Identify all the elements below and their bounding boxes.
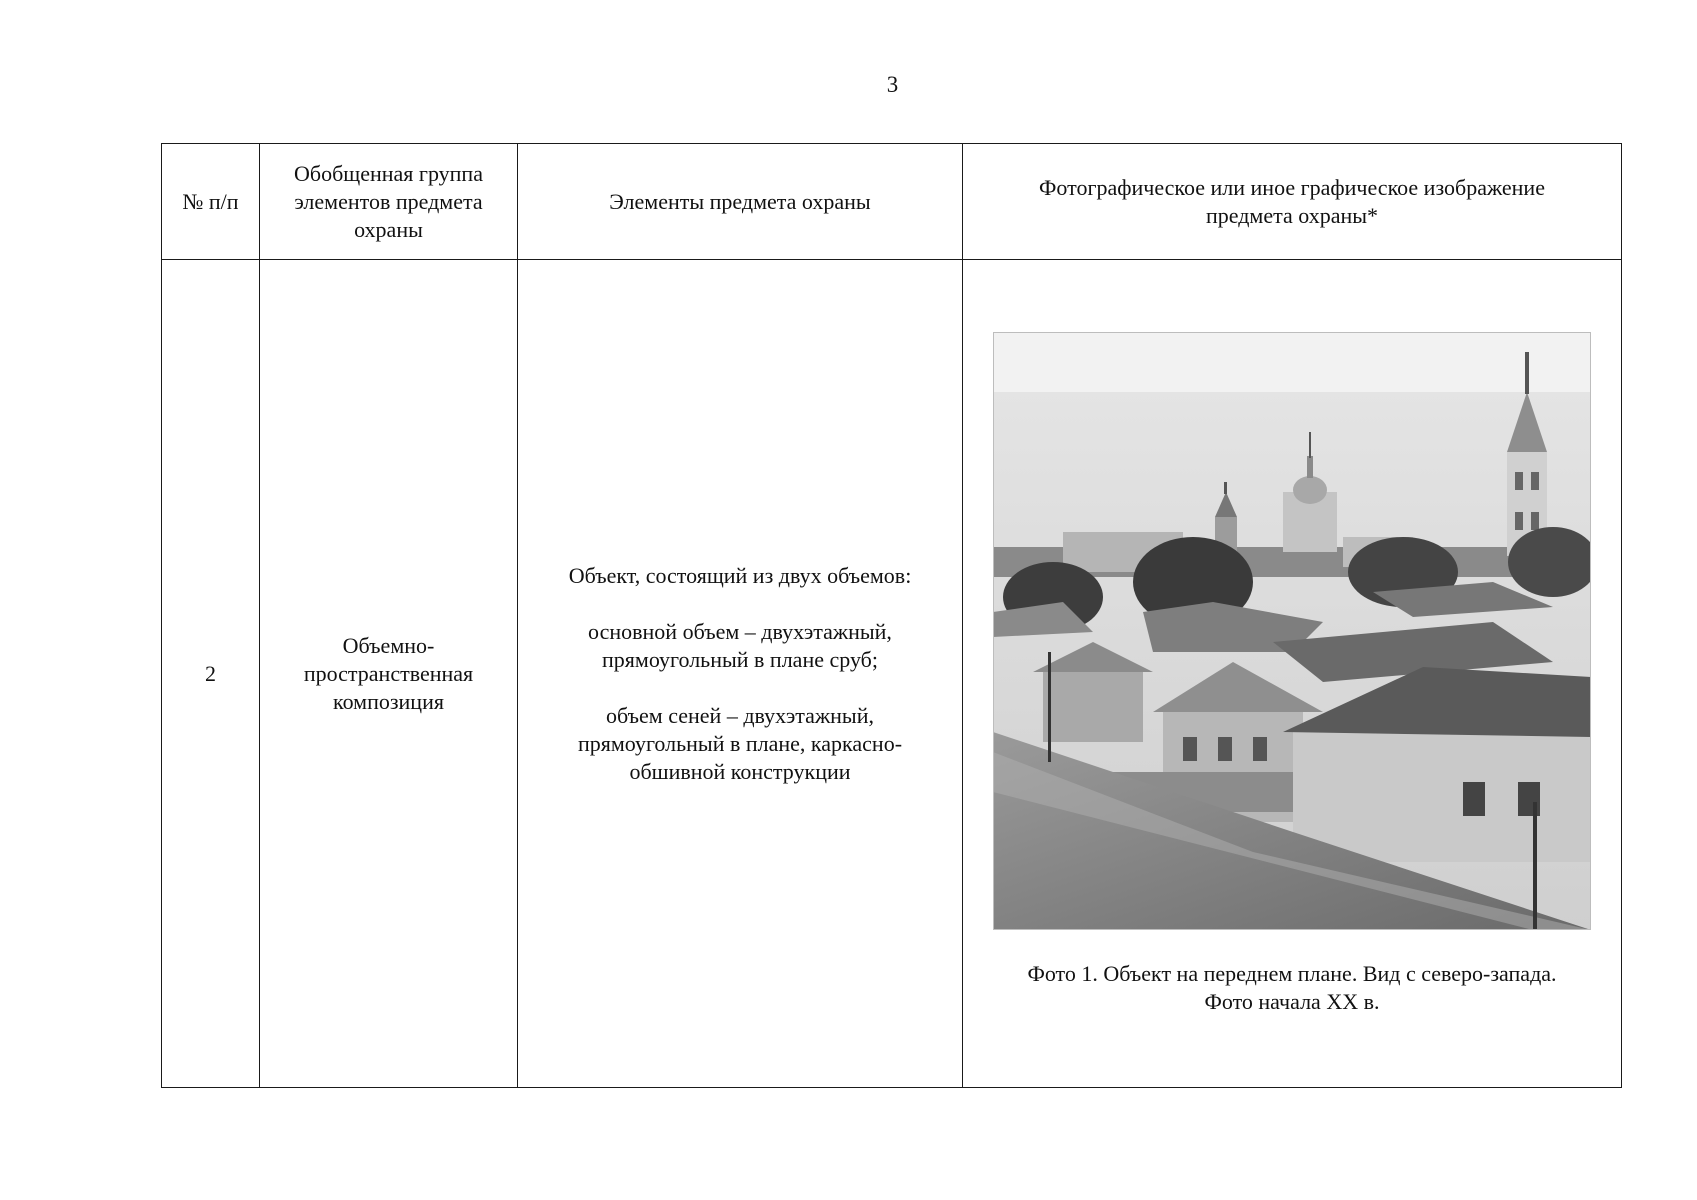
photo-caption xyxy=(973,960,1611,1016)
header-photo: Фотографическое или иное графическое изображение предмета охраны* xyxy=(963,144,1622,260)
header-element-group: Обобщенная группа элементов предмета охраны xyxy=(260,144,518,260)
elements-intro: Объект, состоящий из двух объемов: xyxy=(568,562,912,588)
elements-main-volume: основной объем – двухэтажный, прямоугольный в плане сруб; xyxy=(588,618,892,672)
page-number: 3 xyxy=(886,72,899,97)
table-row xyxy=(162,260,1622,1088)
row-element-group: Объемно-пространственная композиция xyxy=(260,260,518,1088)
heritage-protection-table xyxy=(161,143,1622,1088)
historic-photo xyxy=(993,332,1591,930)
row-number: 2 xyxy=(162,260,260,1088)
header-number: № п/п xyxy=(162,144,260,260)
header-elements: Элементы предмета охраны xyxy=(518,144,963,260)
historic-photo-image xyxy=(993,332,1591,930)
elements-vestibule-volume: объем сеней – двухэтажный, прямоугольный в плане, каркасно-обшивной конструкции xyxy=(577,702,903,784)
photo-caption-line-2: Фото начала XX в. xyxy=(1204,988,1380,1014)
table-header-row xyxy=(162,144,1622,260)
photo-caption-line-1: Фото 1. Объект на переднем плане. Вид с северо-запада. xyxy=(1027,960,1557,986)
row-photo xyxy=(963,260,1622,1088)
row-elements xyxy=(518,260,963,1088)
